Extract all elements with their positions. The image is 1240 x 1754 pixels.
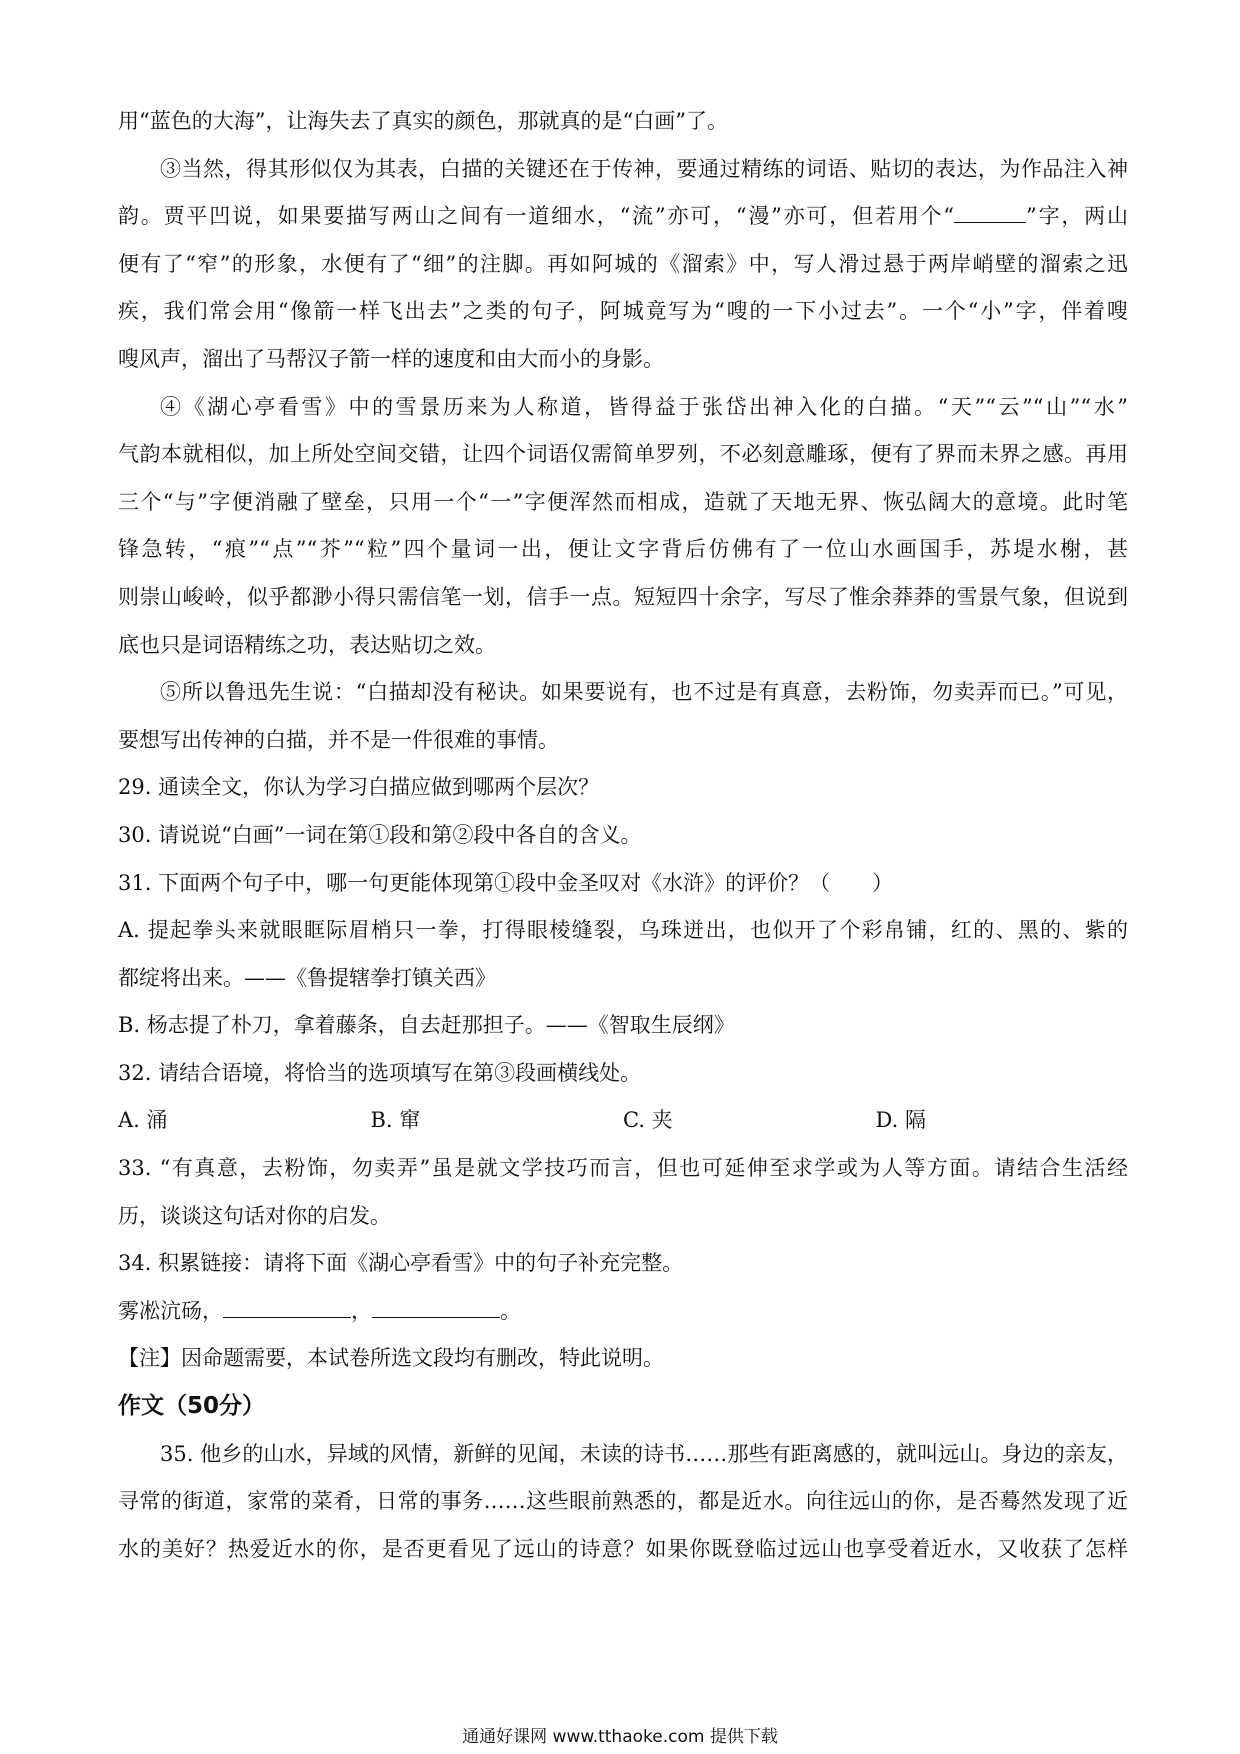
page-content: [118, 98, 1128, 1573]
option-c: C. 夹: [623, 1108, 673, 1133]
question-31: 31. 下面两个句子中，哪一句更能体现第①段中金圣叹对《水浒》的评价？（ ）: [118, 870, 894, 895]
question-35-line: 35. 他乡的山水，异域的风情，新鲜的见闻，未读的诗书……那些有距离感的，就叫远山。身边的亲友，: [160, 1441, 1128, 1466]
paragraph-4-line: ④《湖心亭看雪》中的雪景历来为人称道，皆得益于张岱出神入化的白描。“天”“云”“山”“水”: [160, 394, 1128, 419]
option-b: B. 窜: [370, 1108, 421, 1133]
question-31-option-b: B. 杨志提了朴刀，拿着藤条，自去赶那担子。——《智取生辰纲》: [118, 1013, 735, 1038]
paragraph-3-line: 疾，我们常会用“像箭一样飞出去”之类的句子，阿城竟写为“嗖的一下小过去”。一个“小”字，伴着嗖: [118, 299, 1128, 324]
paragraph-5-line: ⑤所以鲁迅先生说：“白描却没有秘诀。如果要说有，也不过是有真意，去粉饰，勿卖弄而已。”可见，: [160, 680, 1128, 705]
text-line: 用“蓝色的大海”，让海失去了真实的颜色，那就真的是“白画”了。: [118, 109, 728, 133]
question-35-line: 寻常的街道，家常的菜肴，日常的事务……这些眼前熟悉的，都是近水。向往远山的你，是否蓦然发现了近: [118, 1489, 1128, 1514]
option-a: A. 涌: [118, 1108, 168, 1133]
paragraph-5-line: 要想写出传神的白描，并不是一件很难的事情。: [118, 727, 559, 752]
paragraph-3-line: 便有了“窄”的形象，水便有了“细”的注脚。再如阿城的《溜索》中，写人滑过悬于两岸峭壁的溜索之迅: [118, 251, 1128, 276]
paragraph-4-line: 则崇山峻岭，似乎都渺小得只需信笔一划，信手一点。短短四十余字，写尽了惟余莽莽的雪景气象，但说到: [118, 584, 1128, 609]
fill-blank-line: [372, 1316, 500, 1318]
question-32-options: [118, 1097, 1128, 1145]
paragraph-4-line: 气韵本就相似，加上所处空间交错，让四个词语仅需简单罗列，不必刻意雕琢，便有了界而未界之感。再用: [118, 442, 1128, 467]
question-29: 29. 通读全文，你认为学习白描应做到哪两个层次？: [118, 775, 600, 800]
question-31-option-a: A. 提起拳头来就眼眶际眉梢只一拳，打得眼棱缝裂，乌珠迸出，也似开了个彩帛铺，红的、黑的、紫的: [118, 918, 1128, 943]
paragraph-3-line: [118, 193, 1128, 241]
question-34-fill: [118, 1288, 1128, 1336]
footer-watermark: 通通好课网 www.tthaoke.com 提供下载: [462, 1727, 778, 1747]
paragraph-4-line: 三个“与”字便消融了壁垒，只用一个“一”字便浑然而相成，造就了天地无界、恢弘阔大的意境。此时笔: [118, 489, 1128, 514]
text-run: 韵。贾平凹说，如果要描写两山之间有一道细水，“流”亦可，“漫”亦可，但若用个“: [118, 204, 955, 229]
paragraph-3-line: 嗖风声，溜出了马帮汉子箭一样的速度和由大而小的身影。: [118, 346, 664, 371]
question-35-line: 水的美好？热爱近水的你，是否更看见了远山的诗意？如果你既登临过远山也享受着近水，又收获了怎样: [118, 1536, 1128, 1561]
paragraph-3-line: ③当然，得其形似仅为其表，白描的关键还在于传神，要通过精练的词语、贴切的表达，为作品注入神: [160, 156, 1128, 181]
option-d: D. 隔: [875, 1108, 926, 1133]
question-31-option-a-cont: 都绽将出来。——《鲁提辖拳打镇关西》: [118, 965, 496, 990]
note: 【注】因命题需要，本试卷所选文段均有删改，特此说明。: [118, 1346, 664, 1371]
fill-blank-line: [954, 221, 1026, 223]
question-34: 34. 积累链接：请将下面《湖心亭看雪》中的句子补充完整。: [118, 1251, 684, 1276]
text-run: ”字，两山: [1026, 204, 1128, 229]
text-run: ，: [351, 1298, 372, 1323]
question-33: 33. “有真意，去粉饰，勿卖弄”虽是就文学技巧而言，但也可延伸至求学或为人等方面。请结合生活经: [118, 1156, 1128, 1181]
text-run: 。: [500, 1298, 521, 1323]
text-run: 雾凇沆砀，: [118, 1298, 223, 1323]
paragraph-4-line: 底也只是词语精练之功，表达贴切之效。: [118, 632, 496, 657]
fill-blank-line: [223, 1316, 351, 1318]
section-heading: 作文（50分）: [118, 1393, 266, 1420]
question-32: 32. 请结合语境，将恰当的选项填写在第③段画横线处。: [118, 1060, 642, 1085]
paragraph-4-line: 锋急转，“痕”“点”“芥”“粒”四个量词一出，便让文字背后仿佛有了一位山水画国手，苏堤水榭，甚: [118, 537, 1128, 562]
question-33-cont: 历，谈谈这句话对你的启发。: [118, 1203, 391, 1228]
question-30: 30. 请说说“白画”一词在第①段和第②段中各自的含义。: [118, 822, 642, 847]
